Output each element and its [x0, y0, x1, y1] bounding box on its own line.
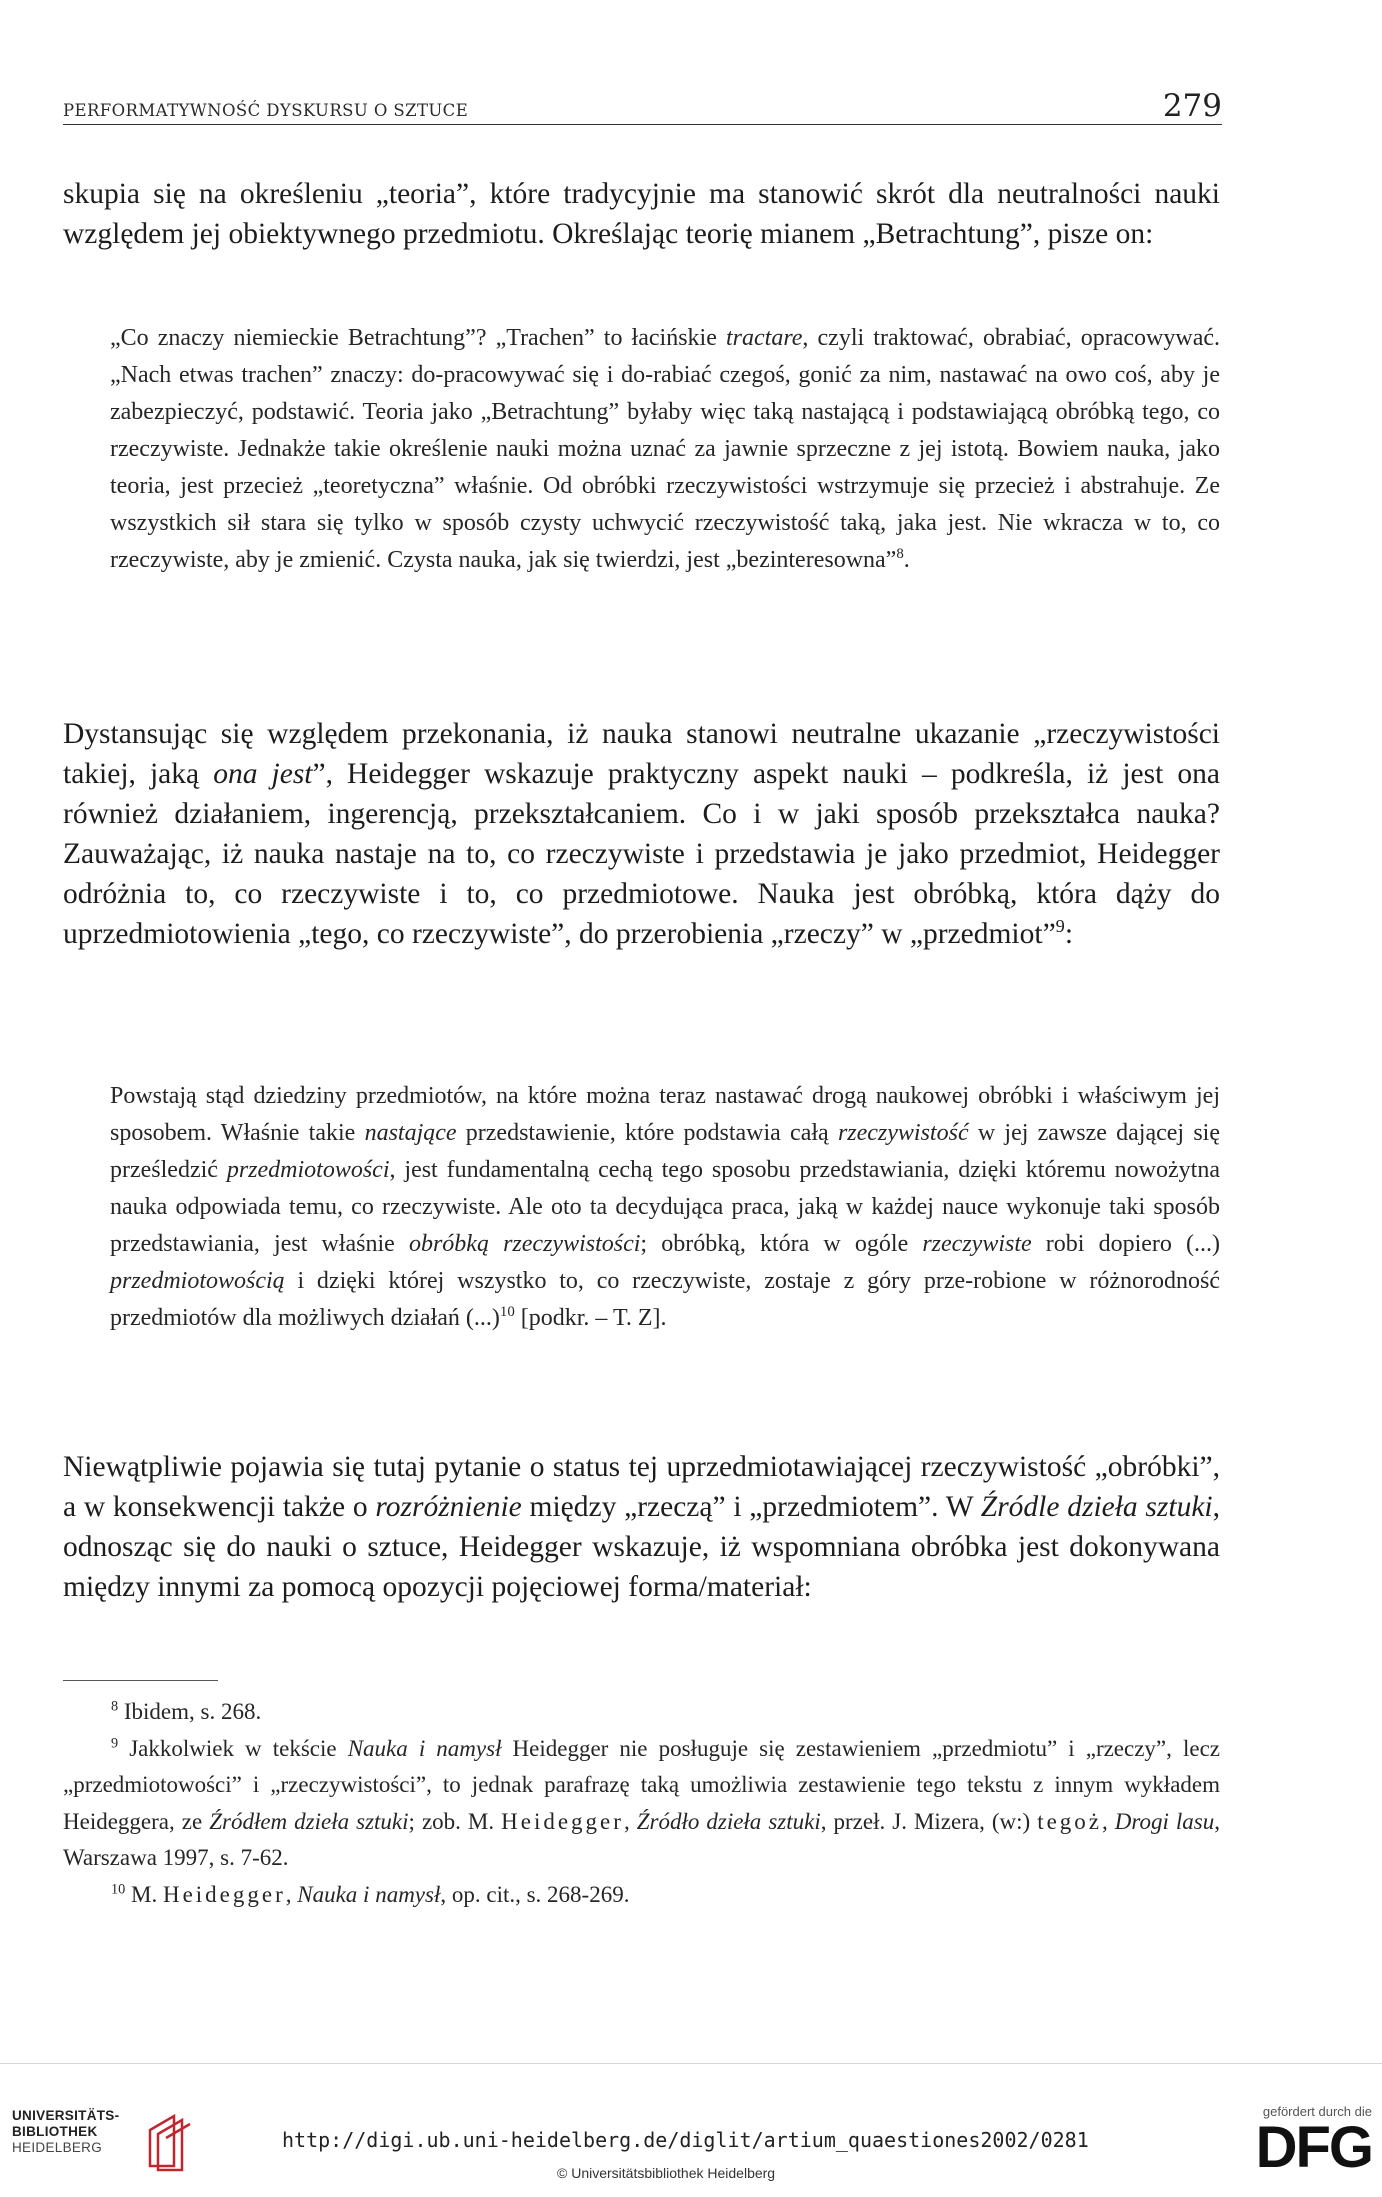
footnote-ref-8: 8	[896, 546, 904, 562]
dfg-wordmark: DFG	[1255, 2115, 1372, 2180]
footnote-ref-9: 9	[1055, 916, 1065, 937]
running-head: PERFORMATYWNOŚĆ DYSKURSU O SZTUCE	[63, 101, 469, 120]
footnote-divider	[63, 1680, 218, 1681]
paragraph-1: skupia się na określeniu „teoria”, które tradycyjnie ma stanowić skrót dla neutralności nauki względem jej obiektywnego przedmiotu. Określając teorię mianem „Betrachtung”, pisze on:	[63, 178, 1220, 250]
dfg-logo[interactable]	[1222, 2104, 1372, 2184]
footnote-8: $^8$ Ibidem, s. 268.	[111, 1698, 262, 1724]
block-quote-2: Powstają stąd dziedziny przedmiotów, na które można teraz nastawać drogą naukowej obróbki i właściwym jej sposobem. Właśnie takie nastające przedstawienie, które podstawia całą rzeczywistość w jej zawsze dającej się prześledzić przedmiotowości, jest fundamentalną cechą tego sposobu przedstawiania, dzięki któremu nowożytna nauka odpowiada temu, co rzeczywiste. Ale oto ta decydująca praca, jaką w każdej nauce wykonuje taki sposób przedstawiania, jest właśnie obróbką rzeczywistości; obróbką, która w ogóle rzeczywiste robi dopiero (...) przedmiotowością i dzięki której wszystko to, co rzeczywiste, zostaje z góry prze-robione w różnorodność przedmiotów dla możliwych działań (...)$^{10}$ [podkr. – T. Z].	[110, 1083, 1220, 1331]
footnotes	[63, 1694, 1220, 1913]
digitization-footer	[0, 2070, 1382, 2197]
footnote-9: $^9$ Jakkolwiek w tekście Nauka i namysł Heidegger nie posługuje się zestawieniem „przedmiotu” i „rzeczy”, lecz „przedmiotowości” i „rzeczywistości”, to jednak parafrazę taką umożliwia zestawienie tego tekstu z innym wykładem Heideggera, ze Źródłem dzieła sztuki; zob. M. Heidegger, Źródło dzieła sztuki, przeł. J. Mizera, (w:) tegoż, Drogi lasu, Warszawa 1997, s. 7-62.	[63, 1734, 1221, 1870]
library-emblem-icon	[144, 2110, 202, 2172]
footer-divider	[0, 2063, 1382, 2064]
dfg-caption: gefördert durch die	[1262, 2104, 1372, 2119]
footnote-10: $^{10}$ M. Heidegger, Nauka i namysł, op. cit., s. 268-269.	[111, 1880, 630, 1907]
page-number: 279	[1162, 88, 1222, 124]
document-url-link[interactable]: http://digi.ub.uni-heidelberg.de/diglit/artium_quaestiones2002/0281	[282, 2128, 1089, 2152]
paragraph-2: Dystansując się względem przekonania, iż nauka stanowi neutralne ukazanie „rzeczywistości takiej, jaką ona jest”, Heidegger wskazuje praktyczny aspekt nauki – podkreśla, iż jest ona również działaniem, ingerencją, przekształcaniem. Co i w jaki sposób przekształca nauka? Zauważając, iż nauka nastaje na to, co rzeczywiste i przedstawia je jako przedmiot, Heidegger odróżnia to, co rzeczywiste i to, co przedmiotowe. Nauka jest obróbką, która dąży do uprzedmiotowienia „tego, co rzeczywiste”, do przerobienia „rzeczy” w „przedmiot”$^9$:	[63, 718, 1220, 950]
library-name: UNIVERSITÄTS- BIBLIOTHEK HEIDELBERG	[12, 2108, 120, 2155]
copyright-notice: © Universitätsbibliothek Heidelberg	[557, 2165, 776, 2181]
university-library-logo[interactable]	[12, 2108, 252, 2182]
footnote-ref-10: 10	[499, 1304, 515, 1320]
block-quote-1: „Co znaczy niemieckie Betrachtung”? „Trachen” to łacińskie tractare, czyli traktować, obrabiać, opracowywać. „Nach etwas trachen” znaczy: do-pracowywać się i do-rabiać czegoś, gonić za nim, nastawać na owo coś, aby je zabezpieczyć, podstawić. Teoria jako „Betrachtung” byłaby więc taką nastającą i podstawiającą obróbką tego, co rzeczywiste. Jednakże takie określenie nauki można uznać za jawnie sprzeczne z jej istotą. Bowiem nauka, jako teoria, jest przecież „teoretyczna” właśnie. Od obróbki rzeczywistości wstrzymuje się przecież i abstrahuje. Ze wszystkich sił stara się tylko w sposób czysty uchwycić rzeczywistość taką, jaka jest. Nie wkracza w to, co rzeczywiste, aby je zmienić. Czysta nauka, jak się twierdzi, jest „bezinteresowna”$^8$.	[110, 325, 1221, 573]
page-header	[63, 82, 1222, 125]
paragraph-3: Niewątpliwie pojawia się tutaj pytanie o status tej uprzedmiotawiającej rzeczywistość „obróbki”, a w konsekwencji także o rozróżnienie między „rzeczą” i „przedmiotem”. W Źródle dzieła sztuki, odnosząc się do nauki o sztuce, Heidegger wskazuje, iż wspomniana obróbka jest dokonywana między innymi za pomocą opozycji pojęciowej forma/materiał:	[63, 1451, 1221, 1603]
